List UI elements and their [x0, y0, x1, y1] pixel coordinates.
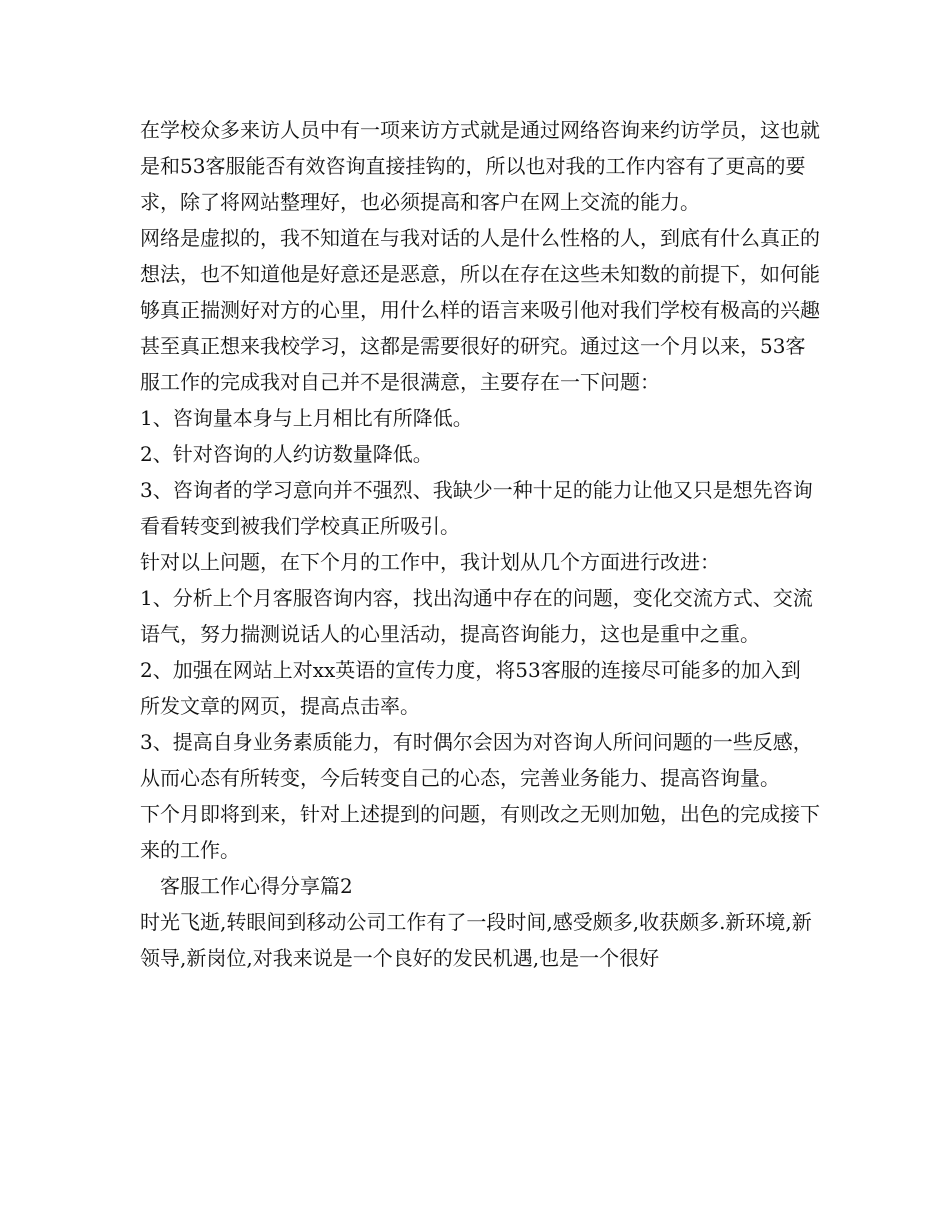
paragraph-closing: 下个月即将到来，针对上述提到的问题，有则改之无则加勉，出色的完成接下来的工作。 [140, 802, 820, 862]
list-item-problem-1: 1、咨询量本身与上月相比有所降低。 [140, 406, 473, 430]
paragraph-section-2-start: 时光飞逝,转眼间到移动公司工作有了一段时间,感受颇多,收获颇多.新环境,新领导,新岗位,对我来说是一个良好的发民机遇,也是一个很好 [140, 910, 812, 970]
paragraph-2: 网络是虚拟的，我不知道在与我对话的人是什么性格的人，到底有什么真正的想法，也不知道他是好意还是恶意，所以在存在这些未知数的前提下，如何能够真正揣测好对方的心里，用什么样的语言来吸引他对我们学校有极高的兴趣甚至真正想来我校学习，这都是需要很好的研究。通过这一个月以来，53客服工作的完成我对自己并不是很满意，主要存在一下问题： [140, 226, 820, 394]
list-item-improvement-3: 3、提高自身业务素质能力，有时偶尔会因为对咨询人所问问题的一些反感，从而心态有所转变，今后转变自己的心态，完善业务能力、提高咨询量。 [140, 730, 813, 790]
document-body [140, 112, 820, 976]
paragraph-improvement-intro: 针对以上问题，在下个月的工作中，我计划从几个方面进行改进： [140, 550, 720, 574]
list-item-problem-2: 2、针对咨询的人约访数量降低。 [140, 442, 433, 466]
list-item-problem-3: 3、咨询者的学习意向并不强烈、我缺少一种十足的能力让他又只是想先咨询看看转变到被我们学校真正所吸引。 [140, 478, 813, 538]
section-heading: 客服工作心得分享篇2 [160, 874, 353, 898]
list-item-improvement-2: 2、加强在网站上对xx英语的宣传力度，将53客服的连接尽可能多的加入到所发文章的网页，提高点击率。 [140, 658, 801, 718]
paragraph-1: 在学校众多来访人员中有一项来访方式就是通过网络咨询来约访学员，这也就是和53客服能否有效咨询直接挂钩的，所以也对我的工作内容有了更高的要求，除了将网站整理好，也必须提高和客户在网上交流的能力。 [140, 118, 820, 214]
list-item-improvement-1: 1、分析上个月客服咨询内容，找出沟通中存在的问题，变化交流方式、交流语气，努力揣测说话人的心里活动，提高咨询能力，这也是重中之重。 [140, 586, 813, 646]
